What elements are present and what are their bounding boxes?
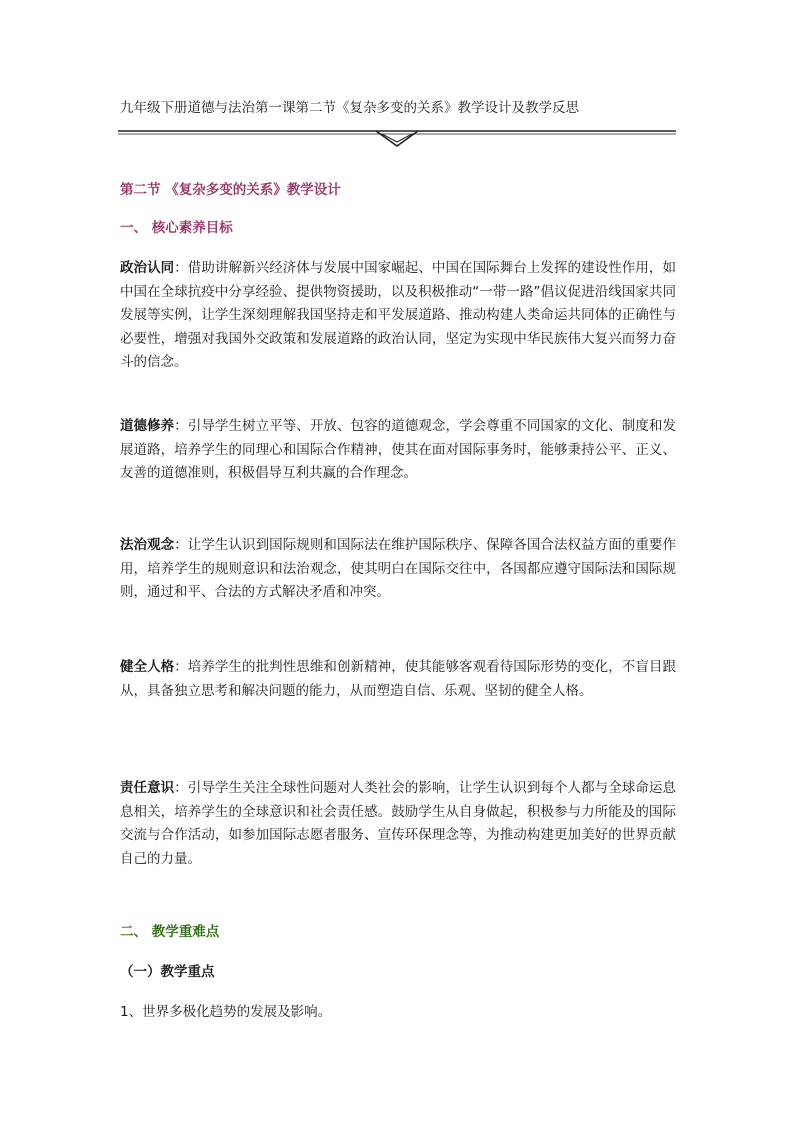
- part1-heading-text: 一、 核心素养目标: [120, 220, 233, 236]
- section-title: 第二节 《复杂多变的关系》教学设计: [120, 182, 341, 198]
- paragraph-moral-cultivation: [120, 415, 676, 486]
- paragraph-text: ：培养学生的批判性思维和创新精神，使其能够客观看待国际形势的变化，不盲目跟从，具备独立思考和解决问题的能力，从而塑造自信、乐观、坚韧的健全人格。: [120, 659, 676, 699]
- paragraph-text: ：引导学生树立平等、开放、包容的道德观念，学会尊重不同国家的文化、制度和发展道路，培养学生的同理心和国际合作精神，使其在面对国际事务时，能够秉持公平、正义、友善的道德准则，积极倡导互利共赢的合作理念。: [120, 418, 676, 481]
- paragraph-text: ：借助讲解新兴经济体与发展中国家崛起、中国在国际舞台上发挥的建设性作用，如中国在全球抗疫中分享经验、提供物资援助，以及积极推动“一带一路”倡议促进沿线国家共同发展等实例，让学生深刻理解我国坚持走和平发展道路、推动构建人类命运共同体的正确性与必要性，增强对我国外交政策和发展道路的政治认同，坚定为实现中华民族伟大复兴而努力奋斗的信念。: [120, 260, 676, 370]
- paragraph-text: ：引导学生关注全球性问题对人类社会的影响，让学生认识到每个人都与全球命运息息相关，培养学生的全球意识和社会责任感。鼓励学生从自身做起，积极参与力所能及的国际交流与合作活动，如参加国际志愿者服务、宣传环保理念等，为推动构建更加美好的世界贡献自己的力量。: [120, 780, 676, 867]
- part2-heading: [120, 922, 219, 942]
- paragraph-political-identity: [120, 257, 676, 375]
- paragraph-responsibility: [120, 777, 676, 871]
- paragraph-sound-personality: [120, 656, 676, 703]
- paragraph-lead: 政治认同: [120, 260, 175, 276]
- part1-heading: [120, 218, 233, 238]
- paragraph-lead: 责任意识: [120, 780, 175, 796]
- part2-sub-heading: （一）教学重点: [120, 964, 215, 980]
- paragraph-lead: 健全人格: [120, 659, 175, 675]
- list-item: 1、世界多极化趋势的发展及影响。: [120, 1004, 332, 1020]
- document-title: 九年级下册道德与法治第一课第二节《复杂多变的关系》教学设计及教学反思: [120, 100, 579, 116]
- paragraph-lead: 道德修养: [120, 418, 175, 434]
- paragraph-text: ：让学生认识到国际规则和国际法在维护国际秩序、保障各国合法权益方面的重要作用，培养学生的规则意识和法治观念，使其明白在国际交往中，各国都应遵守国际法和国际规则，通过和平、合法的方式解决矛盾和冲突。: [120, 537, 676, 600]
- paragraph-lead: 法治观念: [120, 537, 175, 553]
- title-divider: [118, 122, 676, 150]
- part2-heading-text: 二、 教学重难点: [120, 924, 220, 940]
- paragraph-rule-of-law: [120, 534, 676, 605]
